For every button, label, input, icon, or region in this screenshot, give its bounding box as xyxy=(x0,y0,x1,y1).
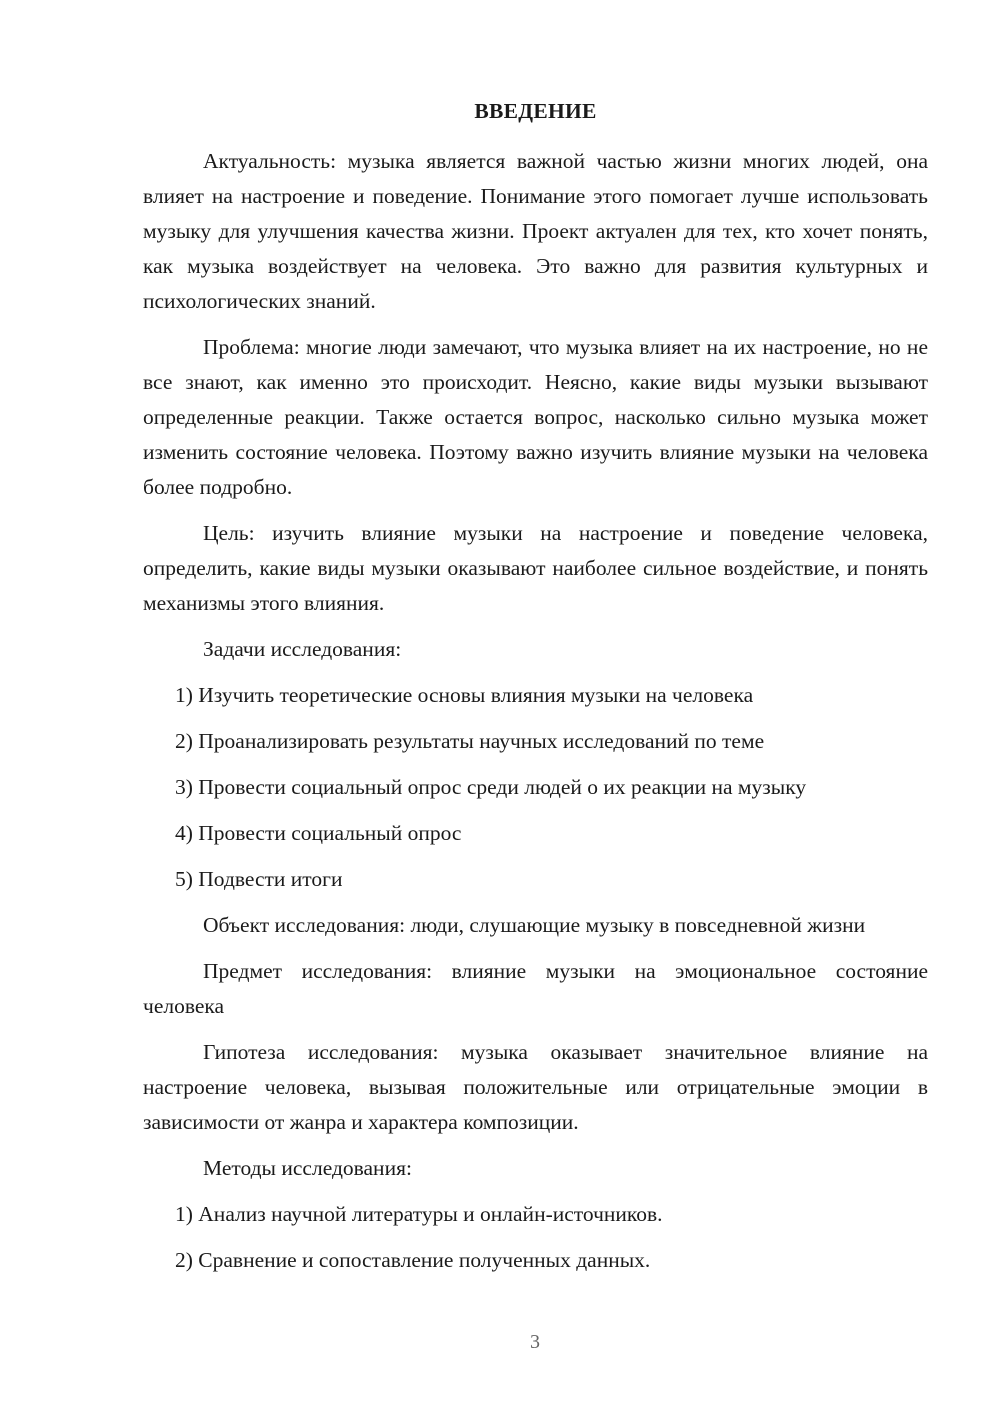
methods-heading: Методы исследования: xyxy=(203,1156,412,1180)
tasks-heading: Задачи исследования: xyxy=(203,637,402,661)
section-title: ВВЕДЕНИЕ xyxy=(474,99,597,123)
task-item-4: 4) Провести социальный опрос xyxy=(175,821,462,845)
task-item-2: 2) Проанализировать результаты научных исследований по теме xyxy=(175,729,765,753)
page-content xyxy=(143,96,928,1289)
task-item-3: 3) Провести социальный опрос среди людей о их реакции на музыку xyxy=(175,775,807,799)
hypothesis-paragraph: Гипотеза исследования: музыка оказывает значительное влияние на настроение человека, вызывая положительные или отрицательные эмоции в зависимости от жанра и характера композиции. xyxy=(143,1040,928,1134)
method-item-2: 2) Сравнение и сопоставление полученных данных. xyxy=(175,1248,651,1272)
page-number: 3 xyxy=(530,1331,540,1353)
object-paragraph: Объект исследования: люди, слушающие музыку в повседневной жизни xyxy=(203,913,866,937)
relevance-paragraph: Актуальность: музыка является важной частью жизни многих людей, она влияет на настроение и поведение. Понимание этого помогает лучше использовать музыку для улучшения качества жизни. Проект актуален для тех, кто хочет понять, как музыка воздействует на человека. Это важно для развития культурных и психологических знаний. xyxy=(143,149,928,313)
subject-paragraph: Предмет исследования: влияние музыки на эмоциональное состояние человека xyxy=(143,959,928,1018)
task-item-5: 5) Подвести итоги xyxy=(175,867,343,891)
goal-paragraph: Цель: изучить влияние музыки на настроение и поведение человека, определить, какие виды музыки оказывают наиболее сильное воздействие, и понять механизмы этого влияния. xyxy=(143,521,928,615)
task-item-1: 1) Изучить теоретические основы влияния музыки на человека xyxy=(175,683,754,707)
method-item-1: 1) Анализ научной литературы и онлайн-источников. xyxy=(175,1202,663,1226)
problem-paragraph: Проблема: многие люди замечают, что музыка влияет на их настроение, но не все знают, как именно это происходит. Неясно, какие виды музыки вызывают определенные реакции. Также остается вопрос, насколько сильно музыка может изменить состояние человека. Поэтому важно изучить влияние музыки на человека более подробно. xyxy=(143,335,928,499)
